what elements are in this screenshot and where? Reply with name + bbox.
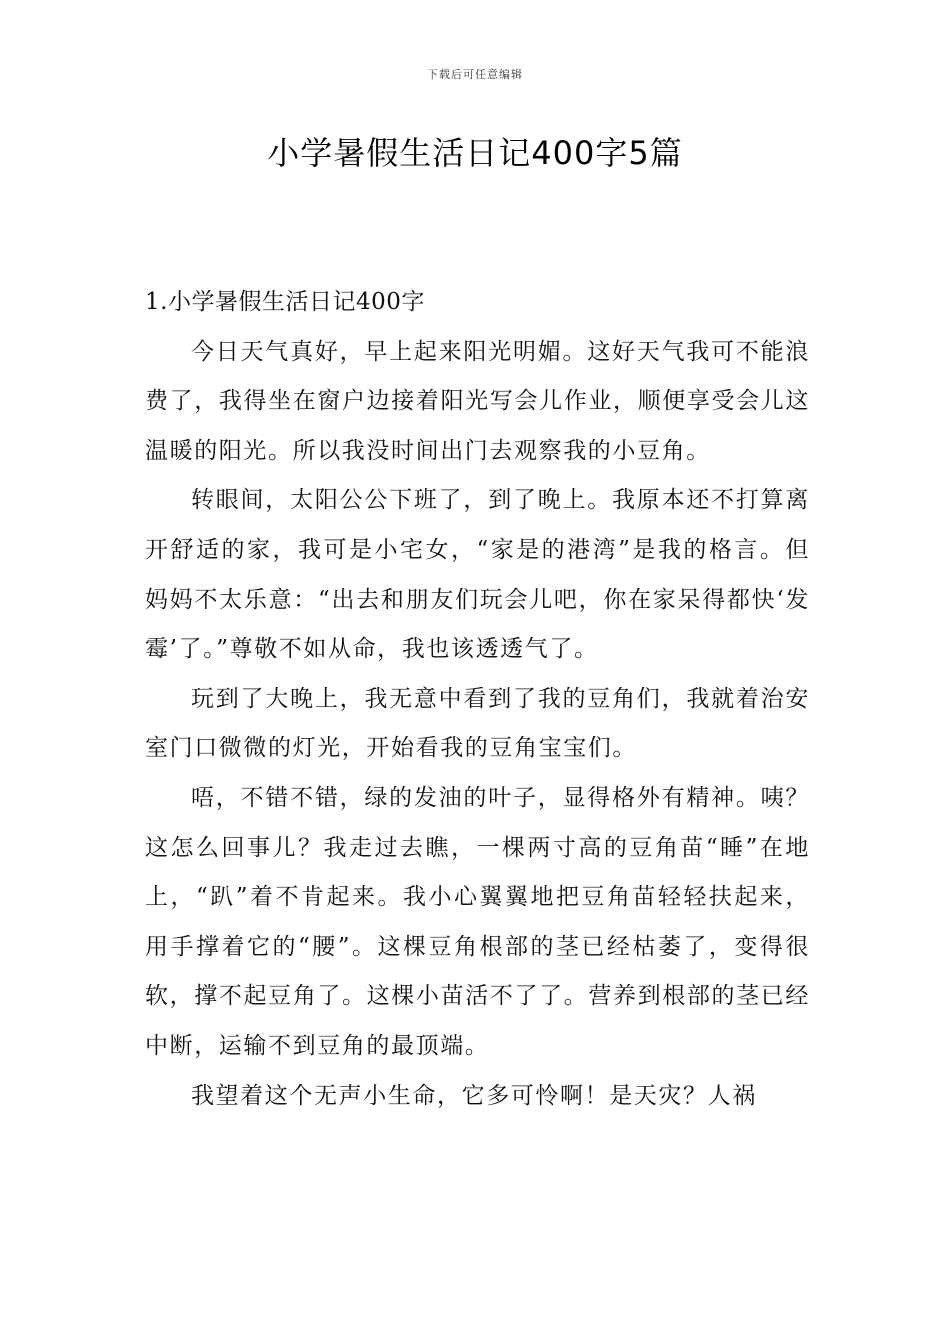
paragraph: 唔，不错不错，绿的发油的叶子，显得格外有精神。咦？这怎么回事儿？我走过去瞧，一棵两寸高的豆角苗“睡”在地上，“趴”着不肯起来。我小心翼翼地把豆角苗轻轻扶起来，用手撑着它的“腰”。这棵豆角根部的茎已经枯萎了，变得很软，撑不起豆角了。这棵小苗活不了了。营养到根部的茎已经中断，运输不到豆角的最顶端。 bbox=[145, 784, 810, 1059]
section-heading: 1.小学暑假生活日记400字 bbox=[145, 289, 425, 315]
paragraph: 我望着这个无声小生命，它多可怜啊！是天灾？人祸 bbox=[191, 1082, 757, 1109]
paragraph: 今日天气真好，早上起来阳光明媚。这好天气我可不能浪费了，我得坐在窗户边接着阳光写会儿作业，顺便享受会儿这温暖的阳光。所以我没时间出门去观察我的小豆角。 bbox=[145, 338, 810, 464]
document-title: 小学暑假生活日记400字5篇 bbox=[267, 134, 683, 172]
paragraph: 玩到了大晚上，我无意中看到了我的豆角们，我就着治安室门口微微的灯光，开始看我的豆角宝宝们。 bbox=[145, 685, 810, 762]
paragraph: 转眼间，太阳公公下班了，到了晚上。我原本还不打算离开舒适的家，我可是小宅女，“家是的港湾”是我的格言。但妈妈不太乐意：“出去和朋友们玩会儿吧，你在家呆得都快‘发霉’了。”尊敬不如从命，我也该透透气了。 bbox=[145, 487, 810, 663]
document-body bbox=[145, 278, 810, 1121]
header-note: 下载后可任意编辑 bbox=[427, 68, 523, 81]
